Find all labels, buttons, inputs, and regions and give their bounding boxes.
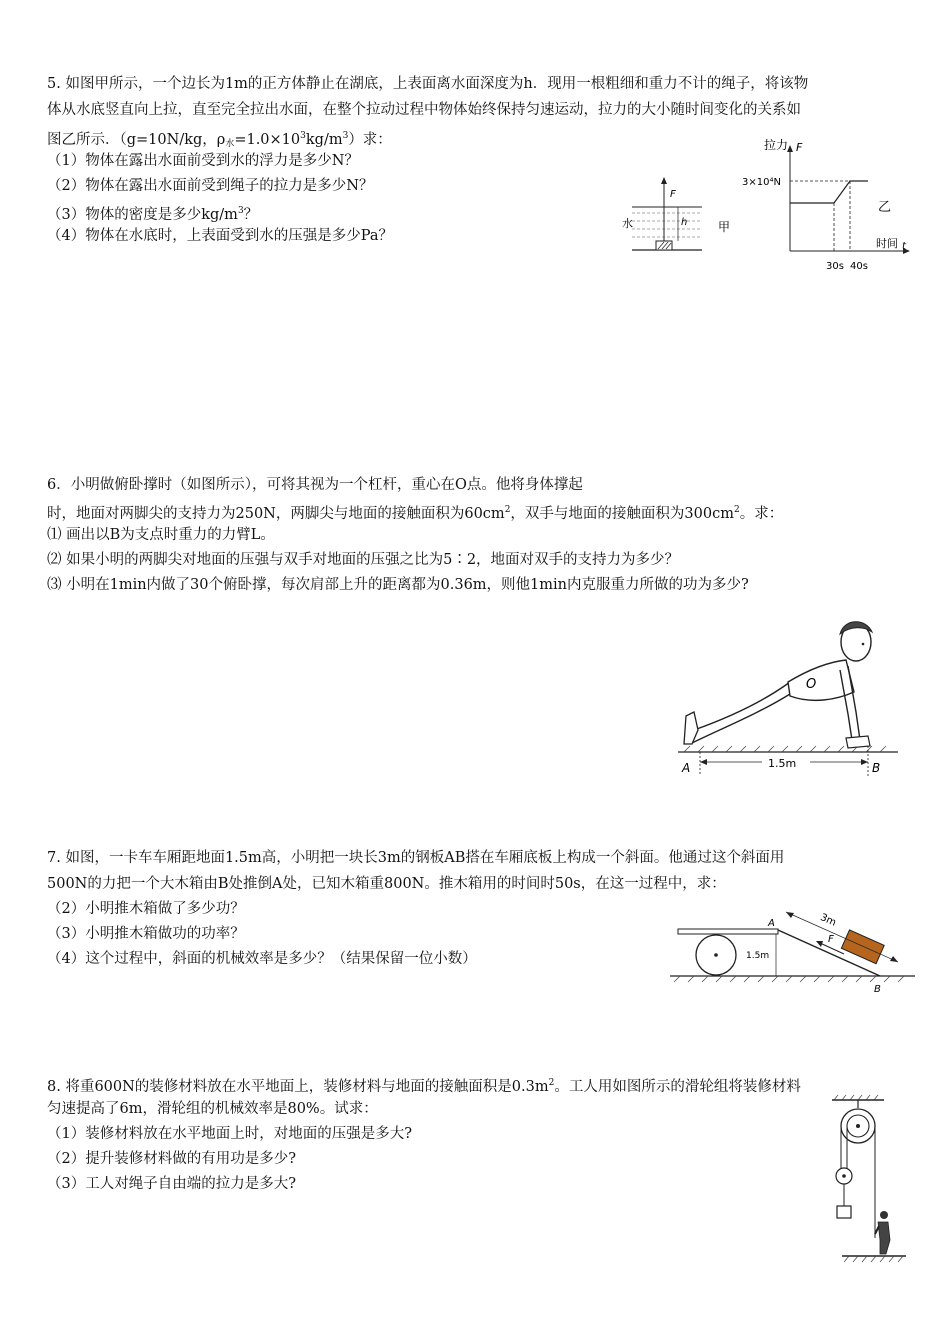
q6-line-2 bbox=[47, 498, 783, 526]
q7-sub-2: （2）小明推木箱做了多少功？ bbox=[47, 901, 245, 917]
q7-sub-3: （3）小明推木箱做功的功率？ bbox=[47, 926, 245, 942]
leg-lower bbox=[694, 682, 790, 730]
figure-jia-caption: 甲 bbox=[718, 220, 731, 234]
q8-line-1a: 8. 将重600N的装修材料放在水平地面上，装修材料与地面的接触面积是0.3m bbox=[47, 1079, 549, 1095]
q5-line-2: 体从水底竖直向上拉，直至完全拉出水面，在整个拉动过程中物体始终保持匀速运动，拉力的大小随时间变化的关系如 bbox=[47, 102, 801, 118]
q5-sub-1: （1）物体在露出水面前受到水的浮力是多少N？ bbox=[47, 153, 359, 169]
q5-sub-3b: ？ bbox=[243, 207, 259, 223]
load-box bbox=[837, 1206, 851, 1218]
q5-sub-3a: （3）物体的密度是多少kg/m bbox=[47, 207, 238, 223]
q8-line-2: 匀速提高了6m，滑轮组的机械效率是80%。试求： bbox=[47, 1101, 378, 1117]
eye bbox=[862, 643, 865, 646]
q6-line-2a: 时，地面对两脚尖的支持力为250N，两脚尖与地面的接触面积为60cm bbox=[47, 506, 505, 522]
wheel-hub bbox=[714, 953, 718, 957]
y-axis-label: 拉力 bbox=[764, 138, 789, 152]
point-b-label: B bbox=[874, 984, 881, 995]
point-b-label: B bbox=[872, 761, 881, 775]
dimension-arrow-right bbox=[861, 759, 868, 765]
q5-line-3c: kg/m bbox=[305, 132, 343, 148]
q6-figure-pushup bbox=[678, 612, 900, 782]
q6-sub-3: ⑶ 小明在1min内做了30个俯卧撑，每次肩部上升的距离都为0.36m，则他1min内克服重力所做的功为多少? bbox=[47, 577, 749, 593]
q5-line-3-sup2: 3 bbox=[342, 131, 349, 141]
q5-sub-2: （2）物体在露出水面前受到绳子的拉力是多少N？ bbox=[47, 178, 374, 194]
wooden-box bbox=[841, 930, 884, 964]
q5-line-3a: 图乙所示．（g=10N/kg，ρ bbox=[47, 132, 226, 148]
hands bbox=[846, 736, 870, 748]
q5-line-1: 5. 如图甲所示，一个边长为1m的正方体静止在湖底，上表面离水面深度为h．现用一根粗细和重力不计的绳子，将该物 bbox=[47, 76, 809, 92]
q6-line-2-sup2: 2 bbox=[733, 505, 740, 515]
q7-line-1: 7. 如图，一卡车车厢距地面1.5m高，小明把一块长3m的钢板AB搭在车厢底板上构成一个斜面。他通过这个斜面用 bbox=[47, 850, 785, 866]
q6-line-1: 6．小明做俯卧撑时（如图所示），可将其视为一个杠杆，重心在O点。他将身体撑起 bbox=[47, 477, 583, 493]
q6-line-2b: ，双手与地面的接触面积为300cm bbox=[510, 506, 734, 522]
q7-line-2: 500N的力把一个大木箱由B处推倒A处，已知木箱重800N。推木箱用的时间时50s，在这一过程中，求： bbox=[47, 876, 726, 892]
figure-yi-caption: 乙 bbox=[878, 200, 892, 215]
worker-arm bbox=[875, 1226, 879, 1234]
q8-sub-2: （2）提升装修材料做的有用功是多少? bbox=[47, 1151, 296, 1167]
length-arrow-b bbox=[890, 956, 898, 962]
q6-sub-2: ⑵ 如果小明的两脚尖对地面的压强与双手对地面的压强之比为5∶2，地面对双手的支持力为多少？ bbox=[47, 552, 680, 568]
center-of-gravity-label: O bbox=[806, 677, 817, 692]
dimension-arrow-left bbox=[700, 759, 707, 765]
ground-hatch bbox=[674, 976, 904, 982]
foot bbox=[684, 712, 698, 744]
q8-line-1 bbox=[47, 1071, 801, 1099]
force-label: F bbox=[828, 934, 834, 945]
ceiling-hatch bbox=[834, 1095, 878, 1100]
worker-head bbox=[880, 1211, 888, 1219]
q8-figure-pulley bbox=[826, 1094, 910, 1266]
ground-hatch bbox=[844, 1256, 903, 1262]
y-axis-var: F bbox=[796, 141, 803, 154]
y-tick-label: 3×10⁴N bbox=[742, 177, 781, 188]
q7-figure-incline bbox=[670, 904, 915, 996]
height-label: 1.5m bbox=[746, 951, 770, 961]
force-arrow-head bbox=[816, 941, 823, 947]
length-label: 3m bbox=[818, 912, 838, 929]
point-a-label: A bbox=[768, 918, 775, 929]
force-label: F bbox=[670, 189, 676, 200]
q6-line-2-sup: 2 bbox=[504, 505, 511, 515]
x-axis-label: 时间 bbox=[876, 237, 898, 250]
length-marker bbox=[786, 912, 898, 962]
q8-line-1-sup: 2 bbox=[548, 1078, 555, 1088]
q5-line-3d: ）求： bbox=[348, 132, 392, 148]
length-arrow-a bbox=[786, 912, 794, 918]
point-a-label: A bbox=[682, 761, 691, 775]
q5-line-3-sub: 水 bbox=[225, 139, 235, 149]
q6-sub-1: ⑴ 画出以B为支点时重力的力臂L。 bbox=[47, 527, 275, 543]
q7-sub-4: （4）这个过程中，斜面的机械效率是多少？（结果保留一位小数） bbox=[47, 951, 477, 967]
q5-figure-jia bbox=[620, 175, 740, 260]
x-tick-30: 30s bbox=[826, 261, 844, 272]
water-label: 水 bbox=[622, 217, 633, 230]
worker-body bbox=[878, 1222, 890, 1254]
truck-bed bbox=[678, 929, 778, 934]
fixed-pulley-axle bbox=[856, 1124, 860, 1128]
leg-upper bbox=[690, 694, 790, 744]
q5-sub-3-sup: 3 bbox=[237, 206, 244, 216]
q5-figure-yi bbox=[740, 133, 920, 273]
force-curve bbox=[790, 181, 868, 203]
q6-line-2c: 。求： bbox=[739, 506, 784, 522]
q5-line-3b: =1.0×10 bbox=[234, 132, 301, 148]
distance-label: 1.5m bbox=[768, 757, 797, 770]
q8-sub-3: （3）工人对绳子自由端的拉力是多大? bbox=[47, 1176, 296, 1192]
movable-pulley-axle bbox=[842, 1174, 846, 1178]
force-arrow-head bbox=[661, 177, 667, 184]
x-tick-40: 40s bbox=[850, 261, 868, 272]
q8-line-1b: 。工人用如图所示的滑轮组将装修材料 bbox=[554, 1079, 801, 1095]
q5-line-3-sup: 3 bbox=[300, 131, 306, 141]
depth-label: h bbox=[681, 217, 688, 228]
q8-sub-1: （1）装修材料放在水平地面上时，对地面的压强是多大? bbox=[47, 1126, 412, 1142]
x-axis-var: t bbox=[902, 241, 906, 252]
q5-sub-3 bbox=[47, 199, 258, 227]
q5-sub-4: （4）物体在水底时，上表面受到水的压强是多少Pa？ bbox=[47, 228, 393, 244]
